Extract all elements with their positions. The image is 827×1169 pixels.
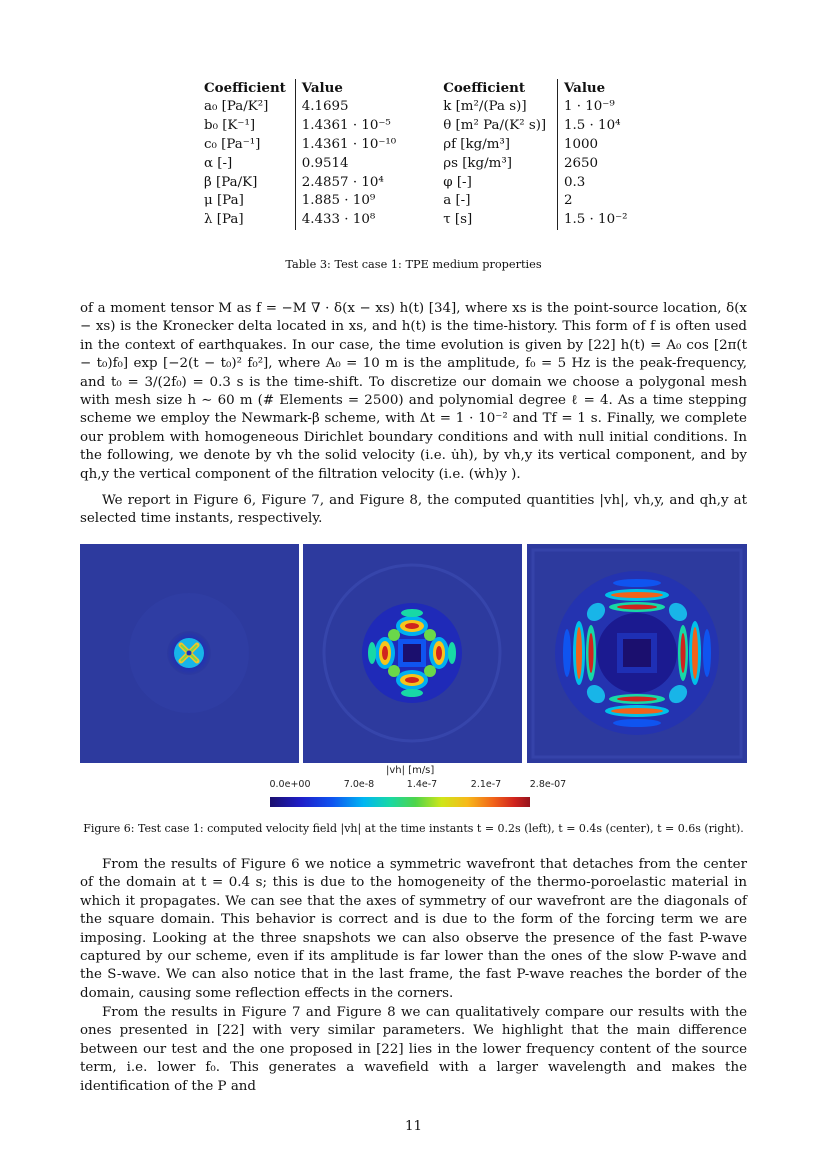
table-cell: τ [s] — [443, 212, 473, 228]
colorbar-tick: 1.4e-7 — [406, 779, 438, 790]
table-cell: 1000 — [557, 136, 638, 155]
body-paragraph: We report in Figure 6, Figure 7, and Figure 8, the computed quantities |vh|, vh,y, and qh,y at selected time instants, respectively. — [80, 493, 747, 527]
colorbar-tick: 7.0e-8 — [343, 779, 375, 790]
table-cell: 2650 — [557, 155, 638, 174]
table-cell: α [-] — [204, 155, 233, 171]
table-cell: 0.3 — [557, 174, 638, 193]
table-cell: ρs [kg/m³] — [443, 155, 512, 171]
table-row — [198, 155, 638, 174]
colorbar-tick: 2.1e-7 — [470, 779, 502, 790]
body-paragraph: of a moment tensor M as f = −M ∇ · δ(x − xs) h(t) [34], where xs is the point-source location, δ(x − xs) is the Kronecker delta located in xs, and h(t) is the time-history. This form of f is often used in the context of earthquakes. In our case, the time evolution is given by [22] h(t) = A₀ cos [2π(t − t₀)f₀] exp [−2(t − t₀)² f₀²], where A₀ = 10 m is the amplitude, f₀ = 5 Hz is the peak-frequency, and t₀ = 3/(2f₀) = 0.3 s is the time-shift. To discretize our domain we choose a polygonal mesh with mesh size h ∼ 60 m (# Elements = 2500) and polynomial degree ℓ = 4. As a time stepping scheme we employ the Newmark-β scheme, with Δt = 1 · 10⁻² and Tf = 1 s. Finally, we complete our problem with homogeneous Dirichlet boundary conditions and with null initial conditions. In the following, we denote by vh the solid velocity (i.e. u̇h), by vh,y its vertical component, and by qh,y the vertical component of the filtration velocity (i.e. (ẇh)y ). — [80, 301, 747, 482]
table-header-row — [198, 79, 638, 98]
page-number: 11 — [404, 1119, 423, 1134]
table-cell: 1.5 · 10⁴ — [557, 117, 638, 136]
table-cell: 1 · 10⁻⁹ — [557, 98, 638, 117]
table-cell: φ [-] — [443, 174, 472, 190]
colorbar-ticks — [268, 779, 567, 793]
figure-caption: Figure 6: Test case 1: computed velocity field |vh| at the time instants t = 0.2s (left), t = 0.4s (center), t = 0.6s (right). — [83, 822, 744, 835]
table-caption: Table 3: Test case 1: TPE medium properties — [285, 258, 542, 271]
table-cell: 1.885 · 10⁹ — [295, 192, 425, 211]
table-header: Value — [295, 79, 425, 98]
table-cell: 1.4361 · 10⁻⁵ — [295, 117, 425, 136]
table-cell: μ [Pa] — [204, 193, 244, 209]
colorbar-tick: 2.8e-07 — [529, 779, 567, 790]
table-cell: a [-] — [443, 193, 471, 209]
table-row — [198, 211, 638, 230]
velocity-snapshot-t04 — [303, 544, 522, 763]
table-cell: 4.1695 — [295, 98, 425, 117]
table-cell: 2 — [557, 192, 638, 211]
table-cell: c₀ [Pa⁻¹] — [204, 136, 261, 152]
table-row — [198, 174, 638, 193]
colorbar — [270, 797, 530, 807]
table-cell: λ [Pa] — [204, 212, 244, 228]
table-cell: a₀ [Pa/K²] — [204, 98, 269, 114]
table-cell: 0.9514 — [295, 155, 425, 174]
table-cell: 4.433 · 10⁸ — [295, 211, 425, 230]
table-cell: β [Pa/K] — [204, 174, 258, 190]
table-header: Coefficient — [443, 80, 526, 96]
table-row — [198, 136, 638, 155]
body-paragraph: From the results in Figure 7 and Figure 8 we can qualitatively compare our results with the ones presented in [22] with very similar parameters. We highlight that the main difference between our test and the one proposed in [22] lies in the lower frequency content of the source term, i.e. lower f₀. This generates a wavefield with a larger wavelength and makes the identification of the P and — [80, 1005, 747, 1094]
table-cell: θ [m² Pa/(K² s)] — [443, 117, 547, 133]
table-cell: 1.4361 · 10⁻¹⁰ — [295, 136, 425, 155]
colorbar-title: |vh| [m/s] — [386, 765, 435, 776]
table-cell: b₀ [K⁻¹] — [204, 117, 256, 133]
velocity-snapshot-t06 — [527, 544, 747, 763]
properties-table — [198, 79, 638, 230]
table-row — [198, 192, 638, 211]
table-row — [198, 98, 638, 117]
table-header: Value — [557, 79, 638, 98]
table-row — [198, 117, 638, 136]
body-paragraph: From the results of Figure 6 we notice a symmetric wavefront that detaches from the center of the domain at t = 0.4 s; this is due to the homogeneity of the thermo-poroelastic material in which it propagates. We can see that the axes of symmetry of our wavefront are the diagonals of the square domain. This behavior is correct and is due to the form of the forcing term we are imposing. Looking at the three snapshots we can also observe the presence of the fast P-wave captured by our scheme, even if its amplitude is far lower than the ones of the slow P-wave and the S-wave. We can also notice that in the last frame, the fast P-wave reaches the border of the domain, causing some reflection effects in the corners. — [80, 857, 747, 1001]
table-header: Coefficient — [204, 80, 286, 96]
table-cell: ρf [kg/m³] — [443, 136, 510, 152]
velocity-snapshot-t02 — [80, 544, 299, 763]
table-cell: k [m²/(Pa s)] — [443, 98, 527, 114]
table-cell: 1.5 · 10⁻² — [557, 211, 638, 230]
table-cell: 2.4857 · 10⁴ — [295, 174, 425, 193]
colorbar-tick: 0.0e+00 — [269, 779, 311, 790]
